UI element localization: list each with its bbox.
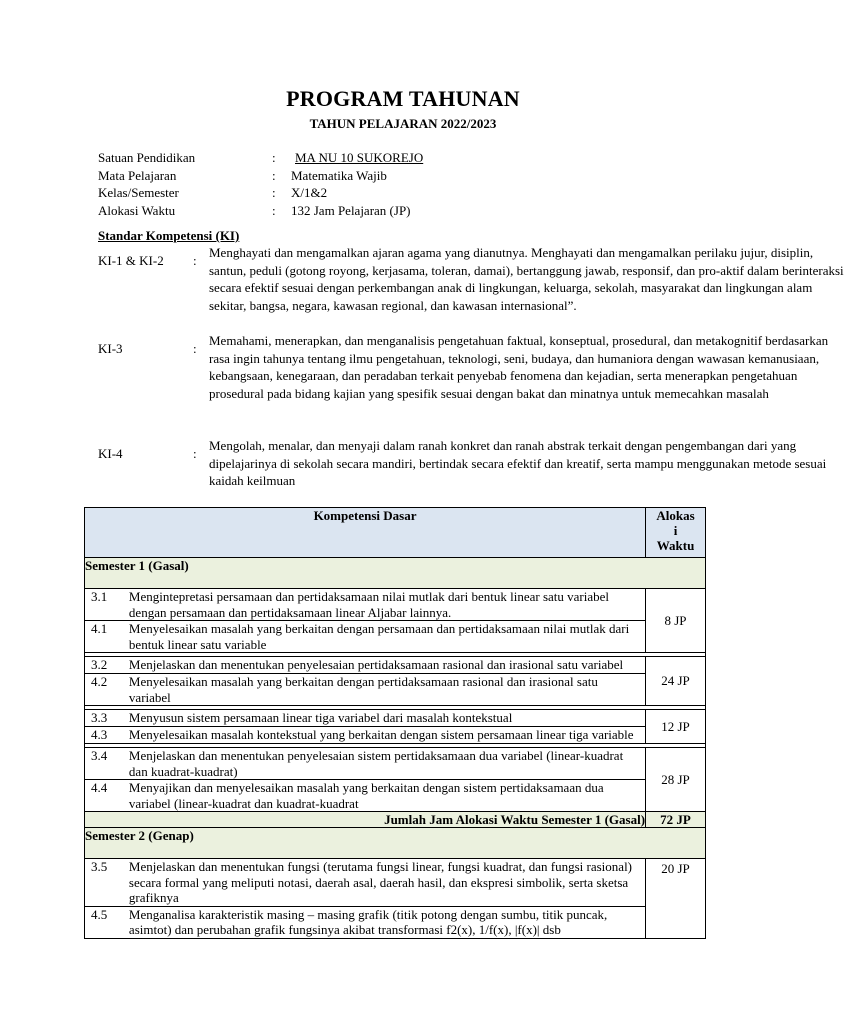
document-title: PROGRAM TAHUNAN	[286, 86, 520, 111]
kd-text: Menyelesaikan masalah yang berkaitan dengan persamaan dan pertidaksamaan nilai mutlak dari bentuk linear satu variable	[129, 621, 646, 653]
ki-colon: :	[193, 253, 197, 268]
kd-number: 3.1	[85, 589, 129, 621]
semester-total-row	[85, 812, 706, 828]
info-value: X/1&2	[291, 185, 328, 201]
table-row	[85, 621, 706, 653]
kd-number: 4.2	[85, 674, 129, 706]
ki-colon: :	[193, 446, 197, 461]
alloc-head-line: Waktu	[656, 538, 695, 553]
kd-number: 4.4	[85, 780, 129, 812]
info-label: Kelas/Semester	[98, 185, 179, 201]
info-label: Satuan Pendidikan	[98, 150, 196, 165]
kd-number: 4.5	[85, 906, 129, 938]
document-subtitle: TAHUN PELAJARAN 2022/2023	[309, 116, 497, 131]
semester-total-value: 72 JP	[646, 812, 706, 828]
kd-text: Mengintepretasi persamaan dan pertidaksamaan nilai mutlak dari bentuk linear satu variabel dengan persamaan dan pertidaksamaan linear Aljabar lainnya.	[129, 589, 646, 621]
semester-row	[85, 828, 706, 859]
ki-text: Memahami, menerapkan, dan menganalisis pengetahuan faktual, konseptual, prosedural, dan metakognitif berdasarkan rasa ingin tahunya tentang ilmu pengetahuan, teknologi, seni, budaya, dan humaniora dengan wawasan kemanusiaan, kebangsaan, kenegaraan, dan peradaban terkait penyebab fenomena dan kejadian, serta menerapkan pengetahuan prosedural pada bidang kajian yang spesifik sesuai dengan bakat dan minatnya untuk memecahkan masalah	[209, 333, 829, 401]
info-colon: :	[272, 167, 276, 183]
kd-text: Menyelesaikan masalah yang berkaitan dengan pertidaksamaan rasional dan irasional satu variabel	[129, 674, 646, 706]
column-header-alokasi	[646, 508, 706, 558]
kd-alloc: 24 JP	[646, 657, 706, 706]
table-row	[85, 674, 706, 706]
kd-text: Menyelesaikan masalah kontekstual yang berkaitan dengan sistem persamaan linear tiga variable	[129, 727, 646, 744]
alloc-head-line: Alokas	[656, 508, 695, 523]
kd-text: Menyajikan dan menyelesaikan masalah yang berkaitan dengan sistem pertidaksamaan dua variabel (linear-kuadrat dan kuadrat-kuadrat	[129, 780, 646, 812]
kd-text: Menjelaskan dan menentukan fungsi (terutama fungsi linear, fungsi kuadrat, dan fungsi rasional) secara formal yang meliputi notasi, daerah asal, daerah hasil, dan ekspresi simbolik, serta sketsa grafiknya	[129, 859, 646, 907]
kd-number: 4.3	[85, 727, 129, 744]
table-header-row	[85, 508, 706, 558]
kd-number: 3.5	[85, 859, 129, 907]
kd-number: 3.3	[85, 710, 129, 727]
kompetensi-dasar-table	[84, 507, 706, 939]
info-value: MA NU 10 SUKOREJO	[295, 150, 424, 165]
ki-label: KI-3	[98, 341, 123, 356]
ki-label: KI-1 & KI-2	[98, 253, 164, 268]
kd-number: 3.4	[85, 748, 129, 780]
ki-colon: :	[193, 341, 197, 356]
semester-label: Semester 2 (Genap)	[85, 828, 706, 859]
ki-text: Mengolah, menalar, dan menyaji dalam ranah konkret dan ranah abstrak terkait dengan pengembangan dari yang dipelajarinya di sekolah secara mandiri, bertindak secara efektif dan kreatif, serta mampu menggunakan metode sesuai kaidah keilmuan	[209, 438, 827, 489]
info-value: Matematika Wajib	[291, 167, 387, 183]
kd-number: 3.2	[85, 657, 129, 674]
kd-alloc: 28 JP	[646, 748, 706, 812]
table-row	[85, 780, 706, 812]
kd-text: Menganalisa karakteristik masing – masing grafik (titik potong dengan sumbu, titik puncak, asimtot) dan perubahan grafik fungsinya akibat transformasi f2(x), 1/f(x), |f(x)| dsb	[129, 906, 646, 938]
semester-row	[85, 558, 706, 589]
kd-text: Menyusun sistem persamaan linear tiga variabel dari masalah kontekstual	[129, 710, 646, 727]
kd-text: Menjelaskan dan menentukan penyelesaian sistem pertidaksamaan dua variabel (linear-kuadrat dan kuadrat-kuadrat)	[129, 748, 646, 780]
kd-text: Menjelaskan dan menentukan penyelesaian pertidaksamaan rasional dan irasional satu variabel	[129, 657, 646, 674]
table-row	[85, 859, 706, 907]
table-row	[85, 906, 706, 938]
ki-heading: Standar Kompetensi (KI)	[98, 228, 240, 243]
info-value: 132 Jam Pelajaran (JP)	[291, 203, 411, 219]
table-row	[85, 657, 706, 674]
table-row	[85, 727, 706, 744]
column-header-kd: Kompetensi Dasar	[85, 508, 646, 558]
ki-text: Menghayati dan mengamalkan ajaran agama yang dianutnya. Menghayati dan mengamalkan perilaku jujur, disiplin, santun, peduli (gotong royong, kerjasama, toleran, damai), bertanggung jawab, responsif, dan pro-aktif dalam berinteraksi secara efektif sesuai dengan perkembangan anak di lingkungan, keluarga, sekolah, masyarakat dan lingkungan alam sekitar, bangsa, negara, kawasan regional, dan kawasan internasional”.	[209, 245, 844, 313]
table-row	[85, 748, 706, 780]
semester-label: Semester 1 (Gasal)	[85, 558, 706, 589]
semester-total-label: Jumlah Jam Alokasi Waktu Semester 1 (Gasal)	[85, 812, 646, 828]
table-row	[85, 710, 706, 727]
kd-number: 4.1	[85, 621, 129, 653]
kd-alloc: 8 JP	[646, 589, 706, 653]
info-colon: :	[272, 150, 276, 165]
alloc-head-line: i	[673, 523, 678, 538]
kd-alloc: 20 JP	[646, 859, 706, 939]
kd-alloc: 12 JP	[646, 710, 706, 744]
table-row	[85, 589, 706, 621]
info-label: Alokasi Waktu	[98, 203, 176, 219]
ki-label: KI-4	[98, 446, 123, 461]
info-colon: :	[272, 203, 276, 219]
info-label: Mata Pelajaran	[98, 167, 177, 183]
info-colon: :	[272, 185, 276, 201]
